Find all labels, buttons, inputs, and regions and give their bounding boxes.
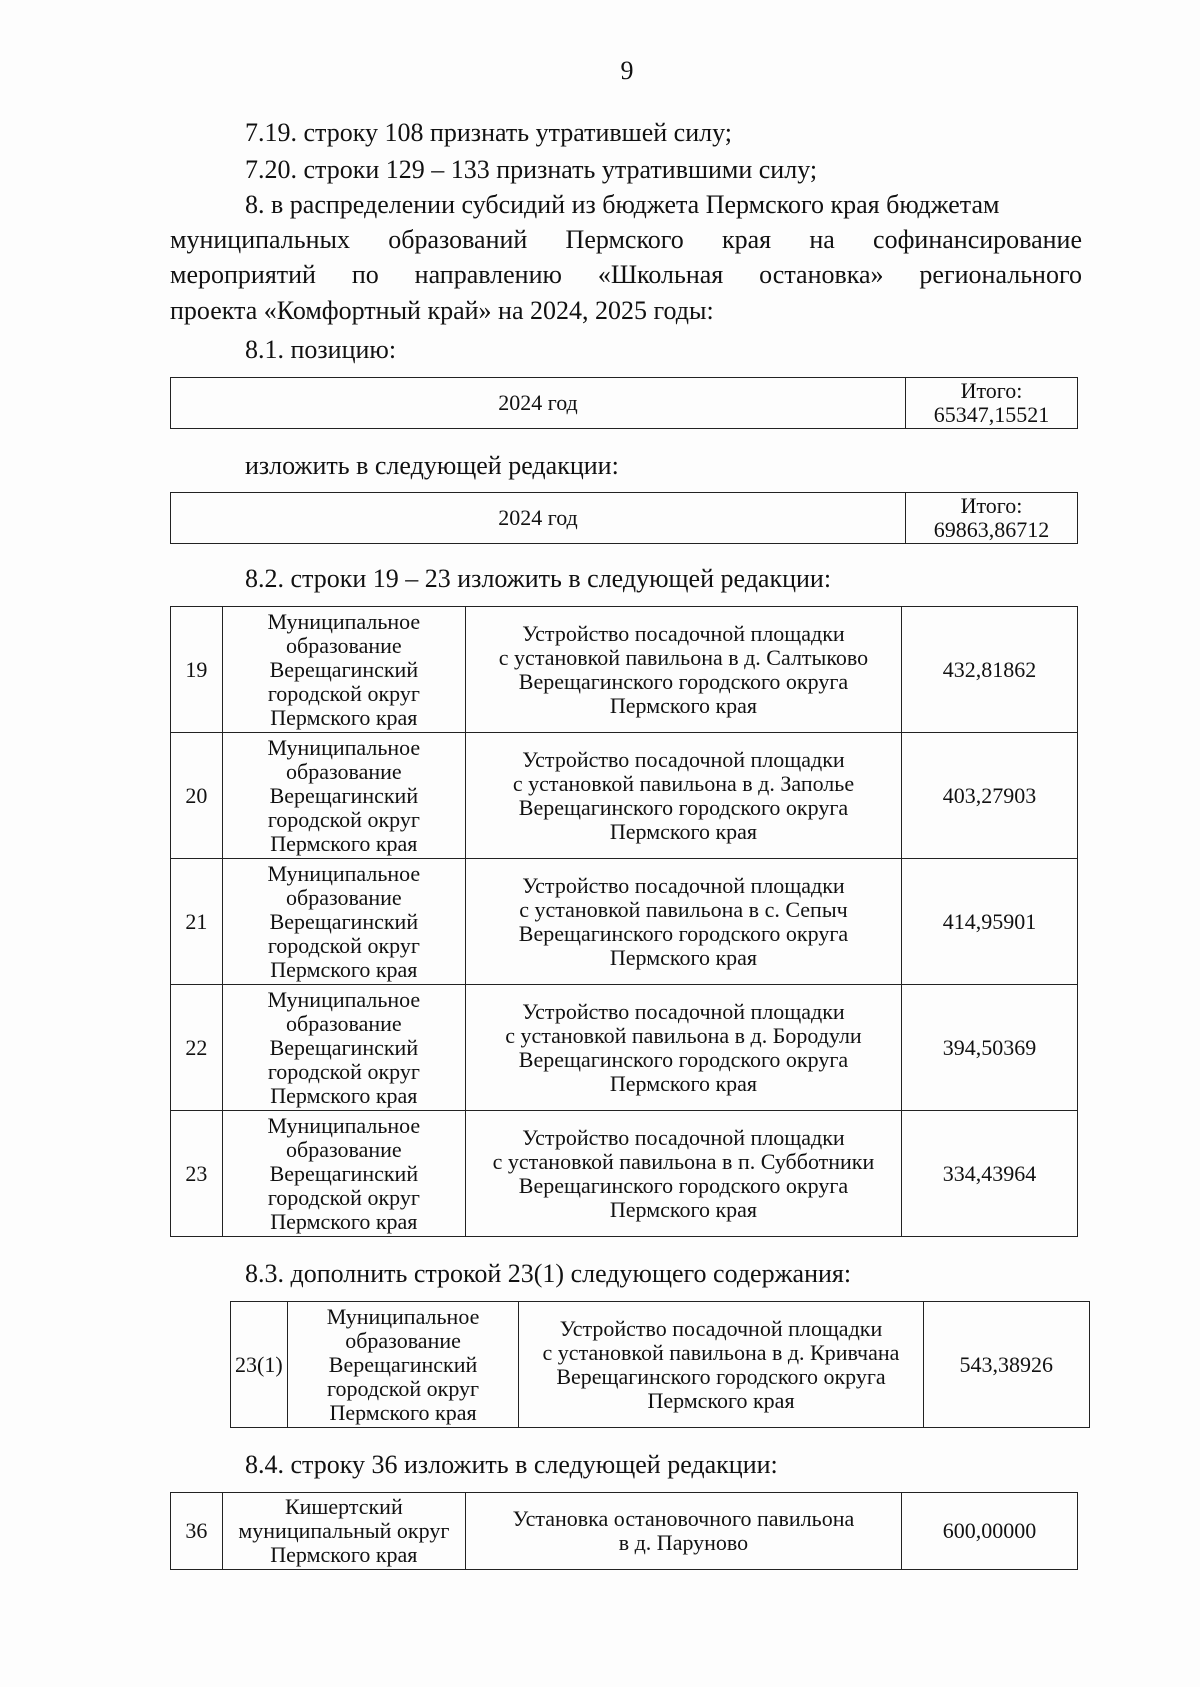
municipality-line: образование	[345, 1327, 461, 1353]
restate-text: изложить в следующей редакции:	[245, 451, 619, 480]
description-cell	[465, 985, 901, 1111]
municipality-line: городской округ	[267, 680, 420, 706]
municipality-line: Пермского края	[270, 704, 418, 730]
municipality-line: Пермского края	[270, 956, 418, 982]
description-line: Пермского края	[609, 1070, 758, 1096]
table-row	[171, 1493, 1078, 1570]
municipality-line: Муниципальное	[267, 860, 421, 886]
year-cell: 2024 год	[171, 493, 906, 544]
description-line: Пермского края	[609, 944, 758, 970]
description-cell	[519, 1302, 923, 1428]
year-cell: 2024 год	[171, 378, 906, 429]
municipality-line: Пермского края	[270, 830, 418, 856]
description-line: с установкой павильона в д. Бородули	[505, 1022, 862, 1048]
row-number: 20	[171, 733, 223, 859]
municipality-line: образование	[286, 1010, 402, 1036]
total-label: Итого:	[960, 378, 1023, 403]
municipality-cell	[287, 1302, 519, 1428]
description-cell	[465, 1111, 901, 1237]
description-line: Верещагинского городского округа	[556, 1363, 886, 1389]
paragraph-8-3: 8.3. дополнить строкой 23(1) следующего содержания:	[245, 1259, 852, 1288]
amount-cell: 600,00000	[902, 1493, 1078, 1570]
row-23-1-table	[230, 1301, 1090, 1428]
total-value: 65347,15521	[933, 402, 1050, 427]
table-row	[171, 733, 1078, 859]
municipality-line: Муниципальное	[267, 986, 421, 1012]
description-line: Устройство посадочной площадки	[559, 1315, 883, 1341]
table-row	[171, 859, 1078, 985]
municipality-line: образование	[286, 632, 402, 658]
municipality-line: городской округ	[327, 1375, 480, 1401]
position-old-table	[170, 377, 1078, 429]
description-cell	[465, 607, 901, 733]
description-line: Пермского края	[609, 692, 758, 718]
municipality-cell	[222, 1111, 465, 1237]
municipality-cell	[222, 607, 465, 733]
municipality-cell	[222, 1493, 465, 1570]
position-new-table	[170, 492, 1078, 544]
municipality-line: Муниципальное	[267, 1112, 421, 1138]
total-cell	[906, 493, 1078, 544]
description-line: Пермского края	[647, 1387, 795, 1413]
description-line: Верещагинского городского округа	[518, 1172, 849, 1198]
total-cell	[906, 378, 1078, 429]
paragraph-8-line-1: 8. в распределении субсидий из бюджета Пермского края бюджетам	[245, 190, 1000, 219]
municipality-line: Верещагинский	[269, 908, 419, 934]
paragraph-7-20: 7.20. строки 129 – 133 признать утратившими силу;	[245, 155, 818, 184]
amount-cell: 432,81862	[902, 607, 1078, 733]
row-number: 36	[171, 1493, 223, 1570]
row-number: 19	[171, 607, 223, 733]
row-number: 23	[171, 1111, 223, 1237]
amount-cell: 394,50369	[902, 985, 1078, 1111]
paragraph-8-2: 8.2. строки 19 – 23 изложить в следующей редакции:	[245, 564, 832, 593]
municipality-line: Муниципальное	[267, 608, 421, 634]
amount-cell: 334,43964	[902, 1111, 1078, 1237]
municipality-line: городской округ	[267, 1184, 420, 1210]
municipality-line: Пермского края	[270, 1542, 418, 1567]
description-cell	[465, 859, 901, 985]
municipality-line: городской округ	[267, 806, 420, 832]
amount-cell: 543,38926	[923, 1302, 1089, 1428]
paragraph-8-4: 8.4. строку 36 изложить в следующей редакции:	[245, 1450, 778, 1479]
description-line: Пермского края	[609, 1196, 758, 1222]
amount-cell: 403,27903	[902, 733, 1078, 859]
description-line: Установка остановочного павильона	[512, 1506, 855, 1531]
municipality-line: Верещагинский	[269, 782, 419, 808]
description-line: Верещагинского городского округа	[518, 1046, 849, 1072]
paragraph-8-line-2: муниципальных образований Пермского края на софинансирование	[170, 225, 1082, 254]
description-cell	[465, 733, 901, 859]
municipality-line: образование	[286, 758, 402, 784]
municipality-line: Кишертский	[284, 1494, 403, 1519]
municipality-cell	[222, 985, 465, 1111]
municipality-line: городской округ	[267, 1058, 420, 1084]
paragraph-8-line-3: мероприятий по направлению «Школьная остановка» регионального	[170, 260, 1082, 289]
description-line: в д. Паруново	[618, 1530, 749, 1555]
description-line: Верещагинского городского округа	[518, 794, 849, 820]
description-line: с установкой павильона в д. Кривчана	[542, 1339, 900, 1365]
municipality-line: Пермского края	[270, 1082, 418, 1108]
description-line: Верещагинского городского округа	[518, 920, 849, 946]
paragraph-7-19: 7.19. строку 108 признать утратившей силу;	[245, 118, 732, 147]
total-label: Итого:	[960, 493, 1023, 518]
municipality-line: Муниципальное	[326, 1303, 480, 1329]
rows-19-23-table	[170, 606, 1078, 1237]
municipality-line: образование	[286, 1136, 402, 1162]
page-number: 9	[620, 56, 634, 85]
municipality-line: Верещагинский	[269, 1160, 419, 1186]
description-line: Устройство посадочной площадки	[522, 620, 845, 646]
amount-cell: 414,95901	[902, 859, 1078, 985]
municipality-line: Верещагинский	[269, 656, 419, 682]
paragraph-8-line-4: проекта «Комфортный край» на 2024, 2025 годы:	[170, 296, 714, 325]
description-line: Устройство посадочной площадки	[522, 998, 845, 1024]
description-line: с установкой павильона в д. Заполье	[512, 770, 855, 796]
table-row	[171, 985, 1078, 1111]
row-number: 23(1)	[231, 1302, 288, 1428]
municipality-line: муниципальный округ	[238, 1518, 450, 1543]
municipality-line: Муниципальное	[267, 734, 421, 760]
municipality-line: Пермского края	[329, 1399, 477, 1425]
municipality-line: образование	[286, 884, 402, 910]
description-line: Устройство посадочной площадки	[522, 872, 845, 898]
municipality-line: Пермского края	[270, 1208, 418, 1234]
description-line: с установкой павильона в п. Субботники	[492, 1148, 875, 1174]
description-line: с установкой павильона в д. Салтыково	[498, 644, 869, 670]
description-cell	[465, 1493, 901, 1570]
municipality-cell	[222, 859, 465, 985]
row-36-table	[170, 1492, 1078, 1570]
table-row	[231, 1302, 1090, 1428]
municipality-line: Верещагинский	[269, 1034, 419, 1060]
description-line: Верещагинского городского округа	[518, 668, 849, 694]
description-line: Пермского края	[609, 818, 758, 844]
paragraph-8-1: 8.1. позицию:	[245, 335, 397, 364]
description-line: с установкой павильона в с. Сепыч	[519, 896, 848, 922]
description-line: Устройство посадочной площадки	[522, 1124, 845, 1150]
municipality-line: Верещагинский	[328, 1351, 478, 1377]
municipality-line: городской округ	[267, 932, 420, 958]
table-row	[171, 1111, 1078, 1237]
total-value: 69863,86712	[933, 517, 1050, 542]
description-line: Устройство посадочной площадки	[522, 746, 845, 772]
municipality-cell	[222, 733, 465, 859]
row-number: 21	[171, 859, 223, 985]
row-number: 22	[171, 985, 223, 1111]
table-row	[171, 607, 1078, 733]
